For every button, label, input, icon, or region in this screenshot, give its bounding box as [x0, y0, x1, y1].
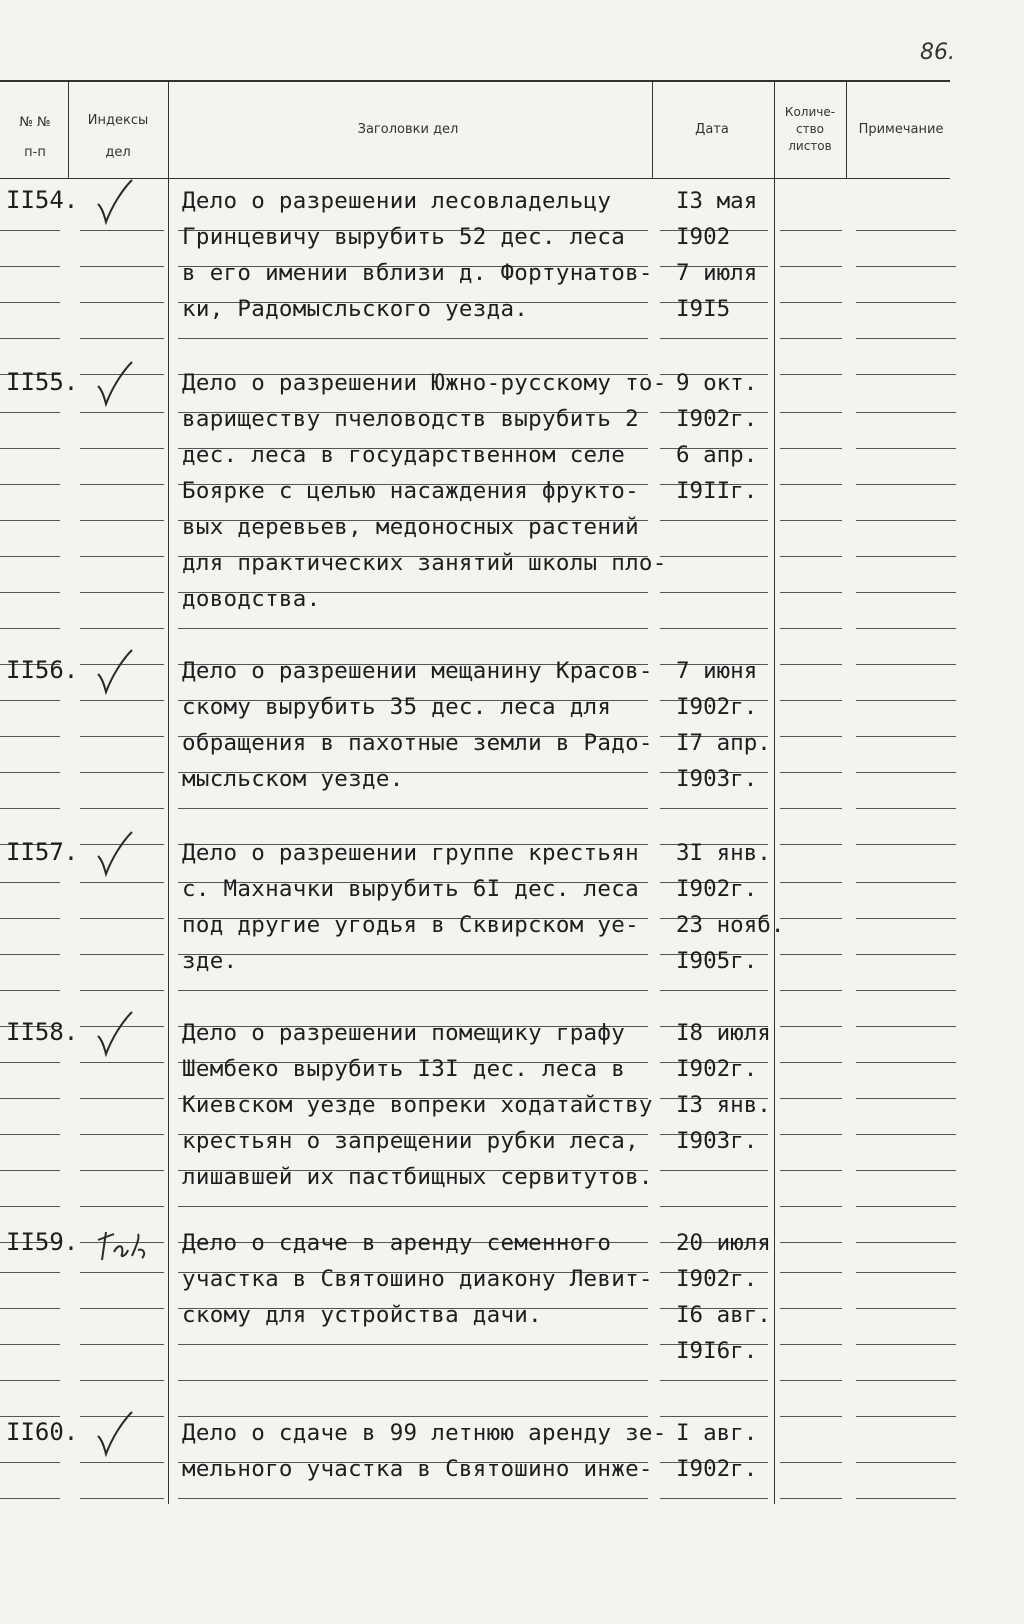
ruled-line — [856, 302, 956, 303]
record-title-line: Дело о разрешении Южно-русскому то- — [182, 370, 667, 396]
ruled-line — [80, 1308, 164, 1309]
ruled-line — [856, 1206, 956, 1207]
ruled-line — [856, 736, 956, 737]
ruled-line — [660, 1498, 768, 1499]
col-divider-5 — [846, 80, 847, 178]
col-divider-4 — [774, 80, 775, 1504]
record-date-line: I905г. — [676, 948, 758, 974]
ruled-line — [80, 1134, 164, 1135]
ruled-line — [780, 448, 842, 449]
record-title-line: мысльском уезде. — [182, 766, 404, 792]
ruled-line — [660, 1416, 768, 1417]
record-title-line: Киевском уезде вопреки ходатайству — [182, 1092, 653, 1118]
ruled-line — [660, 990, 768, 991]
ruled-line — [0, 808, 60, 809]
check-mark-icon — [92, 830, 152, 880]
record-date-line: 3I янв. — [676, 840, 771, 866]
ruled-line — [660, 520, 768, 521]
ruled-line — [856, 374, 956, 375]
ruled-line — [0, 1462, 60, 1463]
record-date-line: I8 июля — [676, 1020, 771, 1046]
record-title-line: в его имении вблизи д. Фортунатов- — [182, 260, 653, 286]
ruled-line — [780, 1242, 842, 1243]
ruled-line — [780, 1272, 842, 1273]
record-date-line: I3 янв. — [676, 1092, 771, 1118]
ruled-line — [0, 882, 60, 883]
ruled-line — [80, 266, 164, 267]
header-col-note: Примечание — [858, 122, 944, 137]
header-col-date: Дата — [695, 122, 729, 137]
check-mark-icon — [92, 1410, 152, 1460]
ruled-line — [856, 1462, 956, 1463]
ruled-line — [780, 736, 842, 737]
ruled-line — [856, 1498, 956, 1499]
ruled-line — [780, 700, 842, 701]
ruled-line — [780, 1098, 842, 1099]
record-title-line: скому для устройства дачи. — [182, 1302, 542, 1328]
ruled-line — [856, 338, 956, 339]
record-number: II56. — [6, 656, 79, 684]
ruled-line — [856, 808, 956, 809]
ruled-line — [178, 990, 648, 991]
header-top-rule — [0, 80, 950, 82]
ruled-line — [178, 628, 648, 629]
ruled-line — [660, 1170, 768, 1171]
col-divider-2 — [168, 80, 169, 1504]
col-divider-1 — [68, 80, 69, 178]
record-title-line: для практических занятий школы пло- — [182, 550, 667, 576]
ruled-line — [660, 808, 768, 809]
ruled-line — [0, 1272, 60, 1273]
ruled-line — [856, 954, 956, 955]
ruled-line — [80, 772, 164, 773]
ruled-line — [0, 1170, 60, 1171]
ruled-line — [0, 628, 60, 629]
ruled-line — [780, 808, 842, 809]
record-date-line: I903г. — [676, 1128, 758, 1154]
header-col-num-line2: п-п — [24, 145, 46, 160]
record-number: II60. — [6, 1418, 79, 1446]
record-date-line: I902г. — [676, 694, 758, 720]
record-date-line: I3 мая — [676, 188, 758, 214]
record-title-line: доводства. — [182, 586, 321, 612]
ruled-line — [80, 954, 164, 955]
ruled-line — [178, 1206, 648, 1207]
ruled-line — [80, 1098, 164, 1099]
ruled-line — [856, 1344, 956, 1345]
record-title-line: скому вырубить 35 дес. леса для — [182, 694, 612, 720]
ruled-line — [780, 592, 842, 593]
ruled-line — [856, 882, 956, 883]
ruled-line — [856, 700, 956, 701]
ruled-line — [0, 520, 60, 521]
record-title-line: вариществу пчеловодств вырубить 2 — [182, 406, 639, 432]
check-mark-icon — [92, 1010, 152, 1060]
ruled-line — [80, 592, 164, 593]
record-date-line: 20 июля — [676, 1230, 771, 1256]
ruled-line — [0, 412, 60, 413]
header-col-index-line2: дел — [105, 145, 131, 160]
ruled-line — [660, 556, 768, 557]
record-title-line: ки, Радомысльского уезда. — [182, 296, 529, 322]
check-mark-icon — [92, 360, 152, 410]
ruled-line — [780, 1206, 842, 1207]
ruled-line — [0, 338, 60, 339]
record-title-line: крестьян о запрещении рубки леса, — [182, 1128, 639, 1154]
header-col-count-line1: Количе- — [784, 105, 836, 119]
ruled-line — [856, 556, 956, 557]
record-title-line: Дело о разрешении помещику графу — [182, 1020, 626, 1046]
mark-stroke — [98, 1232, 144, 1260]
record-number: II54. — [6, 186, 79, 214]
ruled-line — [0, 1344, 60, 1345]
ruled-line — [0, 302, 60, 303]
ruled-line — [780, 1134, 842, 1135]
ruled-line — [178, 1498, 648, 1499]
ruled-line — [0, 990, 60, 991]
ruled-line — [80, 1170, 164, 1171]
record-number: II58. — [6, 1018, 79, 1046]
ruled-line — [0, 772, 60, 773]
ruled-line — [80, 1380, 164, 1381]
ruled-line — [178, 954, 648, 955]
ruled-line — [856, 844, 956, 845]
ruled-line — [0, 1206, 60, 1207]
record-date-line: I9I5 — [676, 296, 731, 322]
ruled-line — [0, 1134, 60, 1135]
ruled-line — [856, 592, 956, 593]
header-col-num — [4, 108, 66, 168]
ruled-line — [780, 882, 842, 883]
ruled-line — [80, 484, 164, 485]
ruled-line — [780, 628, 842, 629]
mark-stroke — [98, 180, 132, 222]
ruled-line — [780, 412, 842, 413]
record-date-line: I902г. — [676, 1456, 758, 1482]
ruled-line — [80, 448, 164, 449]
ruled-line — [80, 1206, 164, 1207]
ruled-line — [856, 1098, 956, 1099]
ruled-line — [856, 230, 956, 231]
record-title-line: обращения в пахотные земли в Радо- — [182, 730, 653, 756]
header-col-num-line1: № № — [19, 115, 51, 130]
ruled-line — [178, 1416, 648, 1417]
ruled-line — [856, 520, 956, 521]
ruled-line — [780, 1416, 842, 1417]
ruled-line — [856, 1416, 956, 1417]
ruled-line — [80, 882, 164, 883]
record-title-line: под другие угодья в Сквирском уе- — [182, 912, 639, 938]
ruled-line — [780, 302, 842, 303]
ruled-line — [0, 556, 60, 557]
header-col-index-line1: Индексы — [87, 113, 149, 128]
ruled-line — [80, 918, 164, 919]
ruled-line — [856, 1062, 956, 1063]
record-title-line: Дело о сдаче в 99 летнюю аренду зе- — [182, 1420, 667, 1446]
ruled-line — [80, 1498, 164, 1499]
ruled-line — [0, 592, 60, 593]
ruled-line — [780, 484, 842, 485]
record-date-line: I7 апр. — [676, 730, 771, 756]
ruled-line — [660, 338, 768, 339]
ruled-line — [856, 664, 956, 665]
ruled-line — [0, 954, 60, 955]
ruled-line — [780, 374, 842, 375]
ruled-line — [0, 1308, 60, 1309]
ruled-line — [856, 1272, 956, 1273]
ruled-line — [856, 484, 956, 485]
header-col-title: Заголовки дел — [357, 122, 459, 137]
handwritten-index-mark — [92, 1220, 152, 1270]
ruled-line — [856, 628, 956, 629]
ruled-line — [80, 1462, 164, 1463]
check-mark-icon — [92, 178, 152, 228]
record-date-line: I902г. — [676, 1056, 758, 1082]
ruled-line — [0, 700, 60, 701]
col-divider-3 — [652, 80, 653, 178]
ruled-line — [780, 954, 842, 955]
ruled-line — [856, 1242, 956, 1243]
record-date-line: I902г. — [676, 1266, 758, 1292]
record-date-line: I902 — [676, 224, 731, 250]
ruled-line — [856, 990, 956, 991]
record-title-line: Боярке с целью насаждения фрукто- — [182, 478, 639, 504]
ruled-line — [80, 700, 164, 701]
ruled-line — [80, 1062, 164, 1063]
record-title-line: Дело о сдаче в аренду семенного — [182, 1230, 612, 1256]
ruled-line — [780, 1062, 842, 1063]
ruled-line — [780, 1308, 842, 1309]
record-date-line: 23 нояб. — [676, 912, 785, 938]
ruled-line — [780, 1344, 842, 1345]
ruled-line — [856, 1026, 956, 1027]
header-col-count-line3: листов — [788, 139, 832, 153]
record-date-line: 7 июня — [676, 658, 758, 684]
record-title-line: Шембеко вырубить I3I дес. леса в — [182, 1056, 626, 1082]
record-date-line: 9 окт. — [676, 370, 758, 396]
ruled-line — [780, 520, 842, 521]
ruled-line — [0, 1498, 60, 1499]
ruled-line — [0, 484, 60, 485]
ruled-line — [780, 230, 842, 231]
ruled-line — [780, 772, 842, 773]
record-date-line: I9IIг. — [676, 478, 758, 504]
ruled-line — [856, 448, 956, 449]
ruled-line — [178, 338, 648, 339]
record-date-line: 7 июля — [676, 260, 758, 286]
ruled-line — [780, 1462, 842, 1463]
ruled-line — [660, 592, 768, 593]
ruled-line — [780, 1380, 842, 1381]
ruled-line — [660, 1206, 768, 1207]
ruled-line — [0, 1062, 60, 1063]
record-title-line: дес. леса в государственном селе — [182, 442, 626, 468]
ruled-line — [80, 412, 164, 413]
ruled-line — [856, 1380, 956, 1381]
ruled-line — [780, 664, 842, 665]
ruled-line — [780, 990, 842, 991]
ruled-line — [856, 772, 956, 773]
record-number: II59. — [6, 1228, 79, 1256]
record-title-line: с. Махначки вырубить 6I дес. леса — [182, 876, 639, 902]
header-col-index — [70, 105, 166, 169]
record-title-line: вых деревьев, медоносных растений — [182, 514, 639, 540]
record-date-line: I авг. — [676, 1420, 758, 1446]
header-col-count — [775, 104, 845, 155]
ruled-line — [0, 1416, 60, 1417]
ruled-line — [80, 990, 164, 991]
record-date-line: 6 апр. — [676, 442, 758, 468]
ruled-line — [0, 918, 60, 919]
ruled-line — [780, 918, 842, 919]
ruled-line — [178, 1380, 648, 1381]
record-title-line: участка в Святошино диакону Левит- — [182, 1266, 653, 1292]
record-number: II57. — [6, 838, 79, 866]
ruled-line — [660, 628, 768, 629]
ruled-line — [0, 736, 60, 737]
ruled-line — [0, 266, 60, 267]
ruled-line — [80, 1272, 164, 1273]
ruled-line — [780, 1026, 842, 1027]
page-number: 86. — [920, 40, 955, 65]
ruled-line — [80, 556, 164, 557]
ruled-line — [80, 736, 164, 737]
check-mark-icon — [92, 648, 152, 698]
ruled-line — [780, 266, 842, 267]
ruled-line — [780, 556, 842, 557]
ruled-line — [780, 1498, 842, 1499]
record-date-line: I902г. — [676, 876, 758, 902]
ruled-line — [80, 520, 164, 521]
ruled-line — [0, 448, 60, 449]
record-title-line: Дело о разрешении лесовладельцу — [182, 188, 612, 214]
ruled-line — [178, 808, 648, 809]
record-date-line: I9I6г. — [676, 1338, 758, 1364]
ruled-line — [80, 628, 164, 629]
ruled-line — [0, 230, 60, 231]
ruled-line — [780, 1170, 842, 1171]
mark-stroke — [98, 362, 132, 404]
record-date-line: I902г. — [676, 406, 758, 432]
ruled-line — [80, 230, 164, 231]
mark-stroke — [98, 650, 132, 692]
record-date-line: I6 авг. — [676, 1302, 771, 1328]
ruled-line — [856, 1170, 956, 1171]
record-date-line: I903г. — [676, 766, 758, 792]
mark-stroke — [98, 832, 132, 874]
ruled-line — [80, 808, 164, 809]
record-title-line: Дело о разрешении группе крестьян — [182, 840, 639, 866]
record-title-line: Дело о разрешении мещанину Красов- — [182, 658, 653, 684]
ruled-line — [80, 338, 164, 339]
ruled-line — [80, 302, 164, 303]
ruled-line — [780, 338, 842, 339]
ruled-line — [80, 1344, 164, 1345]
ruled-line — [0, 1098, 60, 1099]
ruled-line — [856, 1308, 956, 1309]
ruled-line — [856, 918, 956, 919]
ruled-line — [856, 266, 956, 267]
header-col-count-line2: ство — [795, 122, 824, 136]
ruled-line — [856, 1134, 956, 1135]
record-title-line: лишавшей их пастбищных сервитутов. — [182, 1164, 653, 1190]
ruled-line — [780, 844, 842, 845]
ruled-line — [856, 412, 956, 413]
record-title-line: мельного участка в Святошино инже- — [182, 1456, 653, 1482]
ruled-line — [0, 1380, 60, 1381]
record-title-line: Гринцевичу вырубить 52 дес. леса — [182, 224, 626, 250]
record-number: II55. — [6, 368, 79, 396]
ruled-line — [660, 1380, 768, 1381]
record-title-line: зде. — [182, 948, 238, 974]
ruled-line — [178, 1344, 648, 1345]
mark-stroke — [98, 1412, 132, 1454]
mark-stroke — [98, 1012, 132, 1054]
